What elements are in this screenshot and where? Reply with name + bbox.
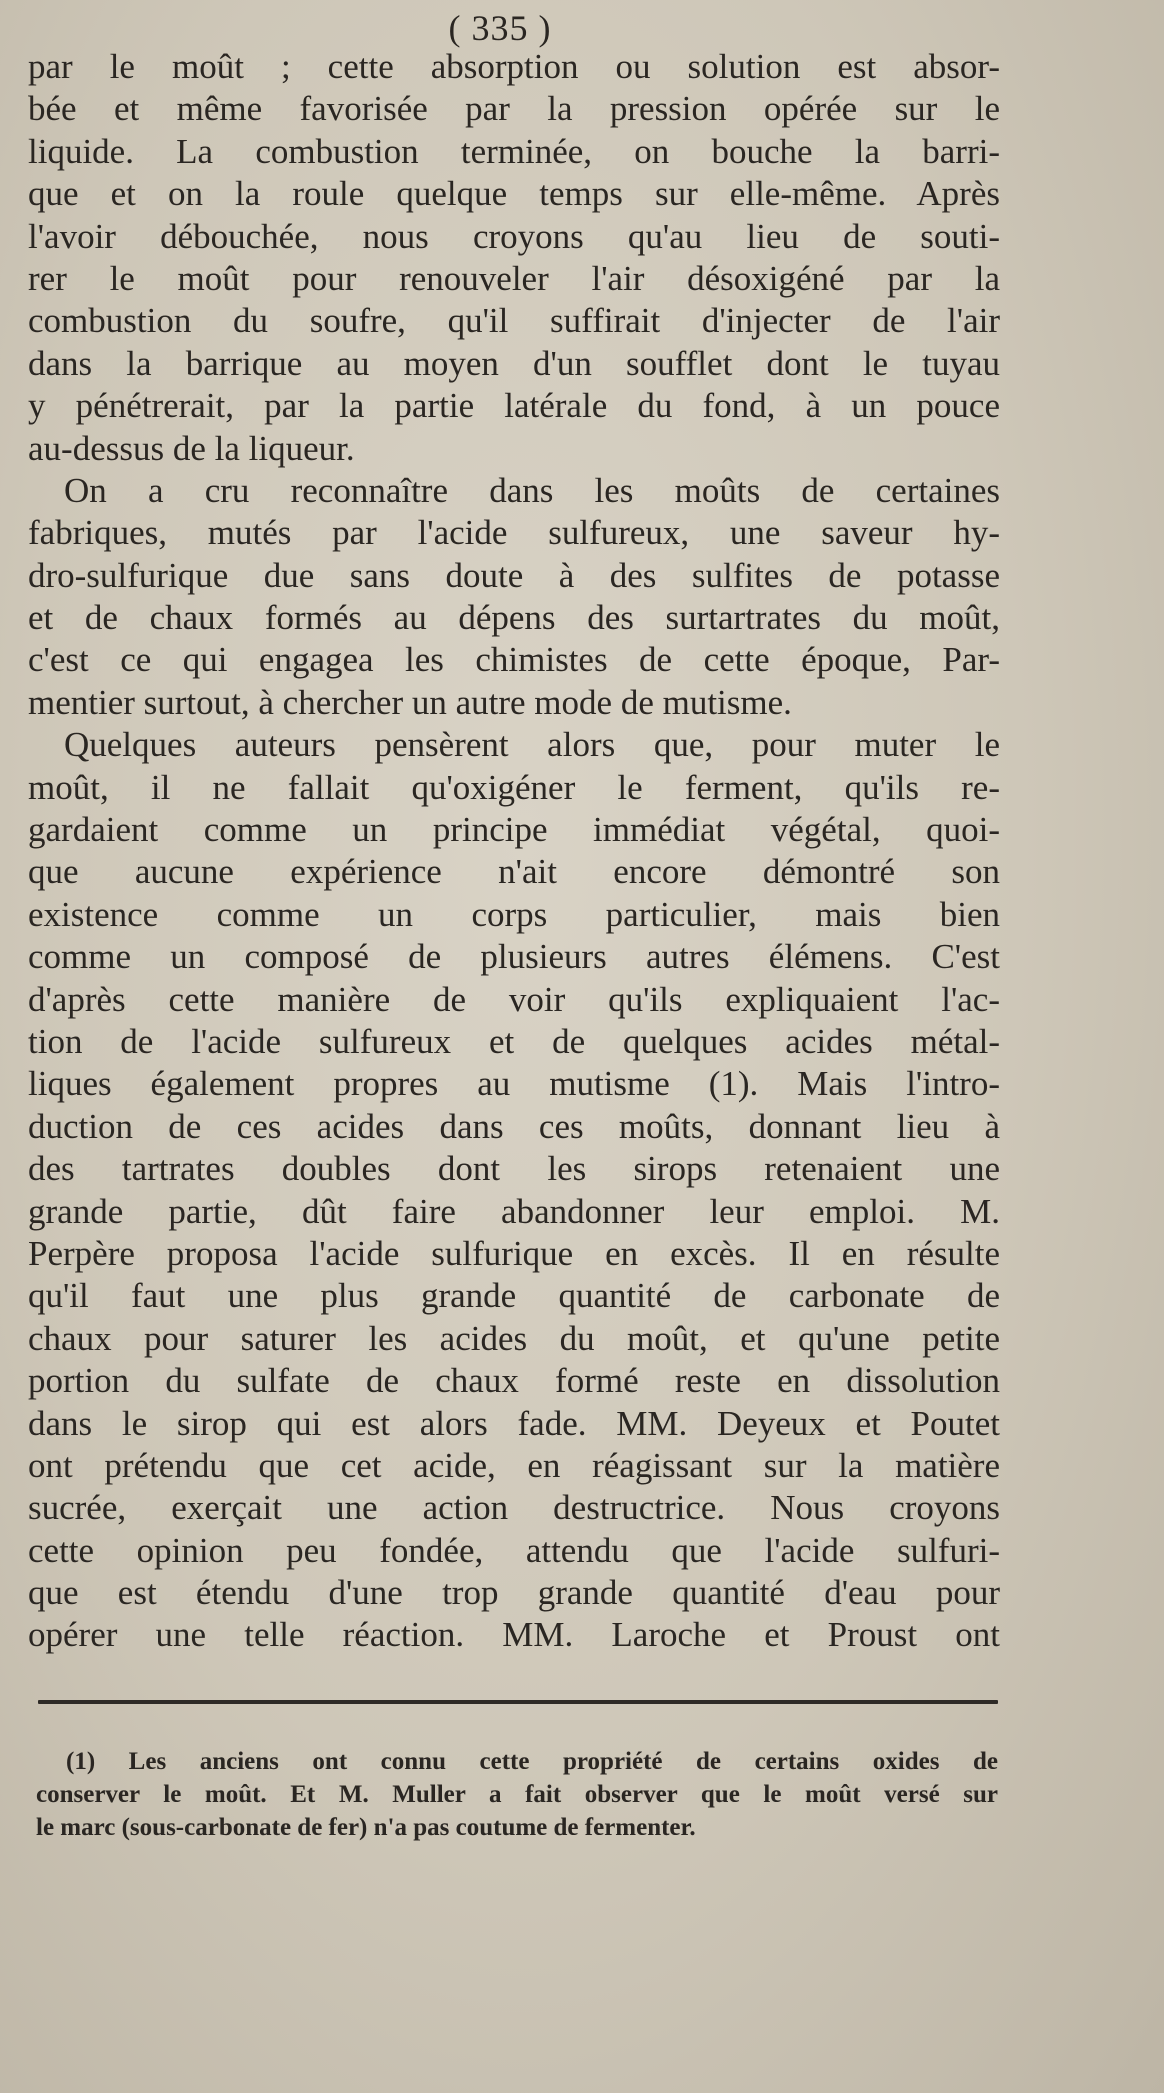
text-line: cette opinion peu fondée, attendu que l'acide sulfuri- xyxy=(28,1530,1000,1570)
text-line: y pénétrerait, par la partie latérale du fond, à un pouce xyxy=(28,386,1000,426)
text-line: opérer une telle réaction. MM. Laroche et Proust ont xyxy=(28,1615,1000,1655)
text-line: On a cru reconnaître dans les moûts de certaines xyxy=(64,470,1000,510)
footnote-line: conserver le moût. Et M. Muller a fait observer que le moût versé sur xyxy=(36,1781,998,1808)
text-line: c'est ce qui engagea les chimistes de cette époque, Par- xyxy=(28,640,1000,680)
text-line: sucrée, exerçait une action destructrice. Nous croyons xyxy=(28,1488,1000,1528)
text-line: que et on la roule quelque temps sur elle-même. Après xyxy=(28,174,1000,214)
text-line: d'après cette manière de voir qu'ils expliquaient l'ac- xyxy=(28,979,1000,1019)
text-line: dans le sirop qui est alors fade. MM. Deyeux et Poutet xyxy=(28,1403,1000,1443)
text-line: gardaient comme un principe immédiat végétal, quoi- xyxy=(28,810,1000,850)
text-line: moût, il ne fallait qu'oxigéner le ferment, qu'ils re- xyxy=(28,767,1000,807)
text-line: existence comme un corps particulier, mais bien xyxy=(28,894,1000,934)
text-line: chaux pour saturer les acides du moût, et qu'une petite xyxy=(28,1318,1000,1358)
text-line: dans la barrique au moyen d'un soufflet dont le tuyau xyxy=(28,343,1000,383)
text-line: comme un composé de plusieurs autres élémens. C'est xyxy=(28,937,1000,977)
footnote-line: le marc (sous-carbonate de fer) n'a pas coutume de fermenter. xyxy=(36,1814,696,1841)
text-line: l'avoir débouchée, nous croyons qu'au lieu de souti- xyxy=(28,216,1000,256)
text-line: portion du sulfate de chaux formé reste en dissolution xyxy=(28,1361,1000,1401)
text-line: tion de l'acide sulfureux et de quelques acides métal- xyxy=(28,1021,1000,1061)
text-line: que aucune expérience n'ait encore démontré son xyxy=(28,852,1000,892)
text-line: duction de ces acides dans ces moûts, donnant lieu à xyxy=(28,1106,1000,1146)
text-line: Quelques auteurs pensèrent alors que, pour muter le xyxy=(64,725,1000,765)
text-line: que est étendu d'une trop grande quantité d'eau pour xyxy=(28,1573,1000,1613)
footnote xyxy=(36,1745,998,1844)
body-text xyxy=(28,46,1000,1657)
text-line: liques également propres au mutisme (1). Mais l'intro- xyxy=(28,1064,1000,1104)
text-line: qu'il faut une plus grande quantité de carbonate de xyxy=(28,1276,1000,1316)
text-line: bée et même favorisée par la pression opérée sur le xyxy=(28,89,1000,129)
footnote-divider xyxy=(38,1700,998,1704)
footnote-line: (1) Les anciens ont connu cette propriété de certains oxides de xyxy=(66,1748,998,1775)
text-line: Perpère proposa l'acide sulfurique en excès. Il en résulte xyxy=(28,1233,1000,1273)
text-line: ont prétendu que cet acide, en réagissant sur la matière xyxy=(28,1445,1000,1485)
text-line: grande partie, dût faire abandonner leur emploi. M. xyxy=(28,1191,1000,1231)
text-line: dro-sulfurique due sans doute à des sulfites de potasse xyxy=(28,555,1000,595)
text-line: liquide. La combustion terminée, on bouche la barri- xyxy=(28,131,1000,171)
text-line: par le moût ; cette absorption ou solution est absor- xyxy=(28,47,1000,86)
text-line: rer le moût pour renouveler l'air désoxigéné par la xyxy=(28,258,1000,298)
text-line: au-dessus de la liqueur. xyxy=(28,428,355,468)
text-line: combustion du soufre, qu'il suffirait d'injecter de l'air xyxy=(28,301,1000,341)
page-number: ( 335 ) xyxy=(448,8,552,48)
text-line: des tartrates doubles dont les sirops retenaient une xyxy=(28,1149,1000,1189)
text-line: fabriques, mutés par l'acide sulfureux, une saveur hy- xyxy=(28,513,1000,553)
text-line: mentier surtout, à chercher un autre mode de mutisme. xyxy=(28,682,792,722)
text-line: et de chaux formés au dépens des surtartrates du moût, xyxy=(28,598,1000,638)
